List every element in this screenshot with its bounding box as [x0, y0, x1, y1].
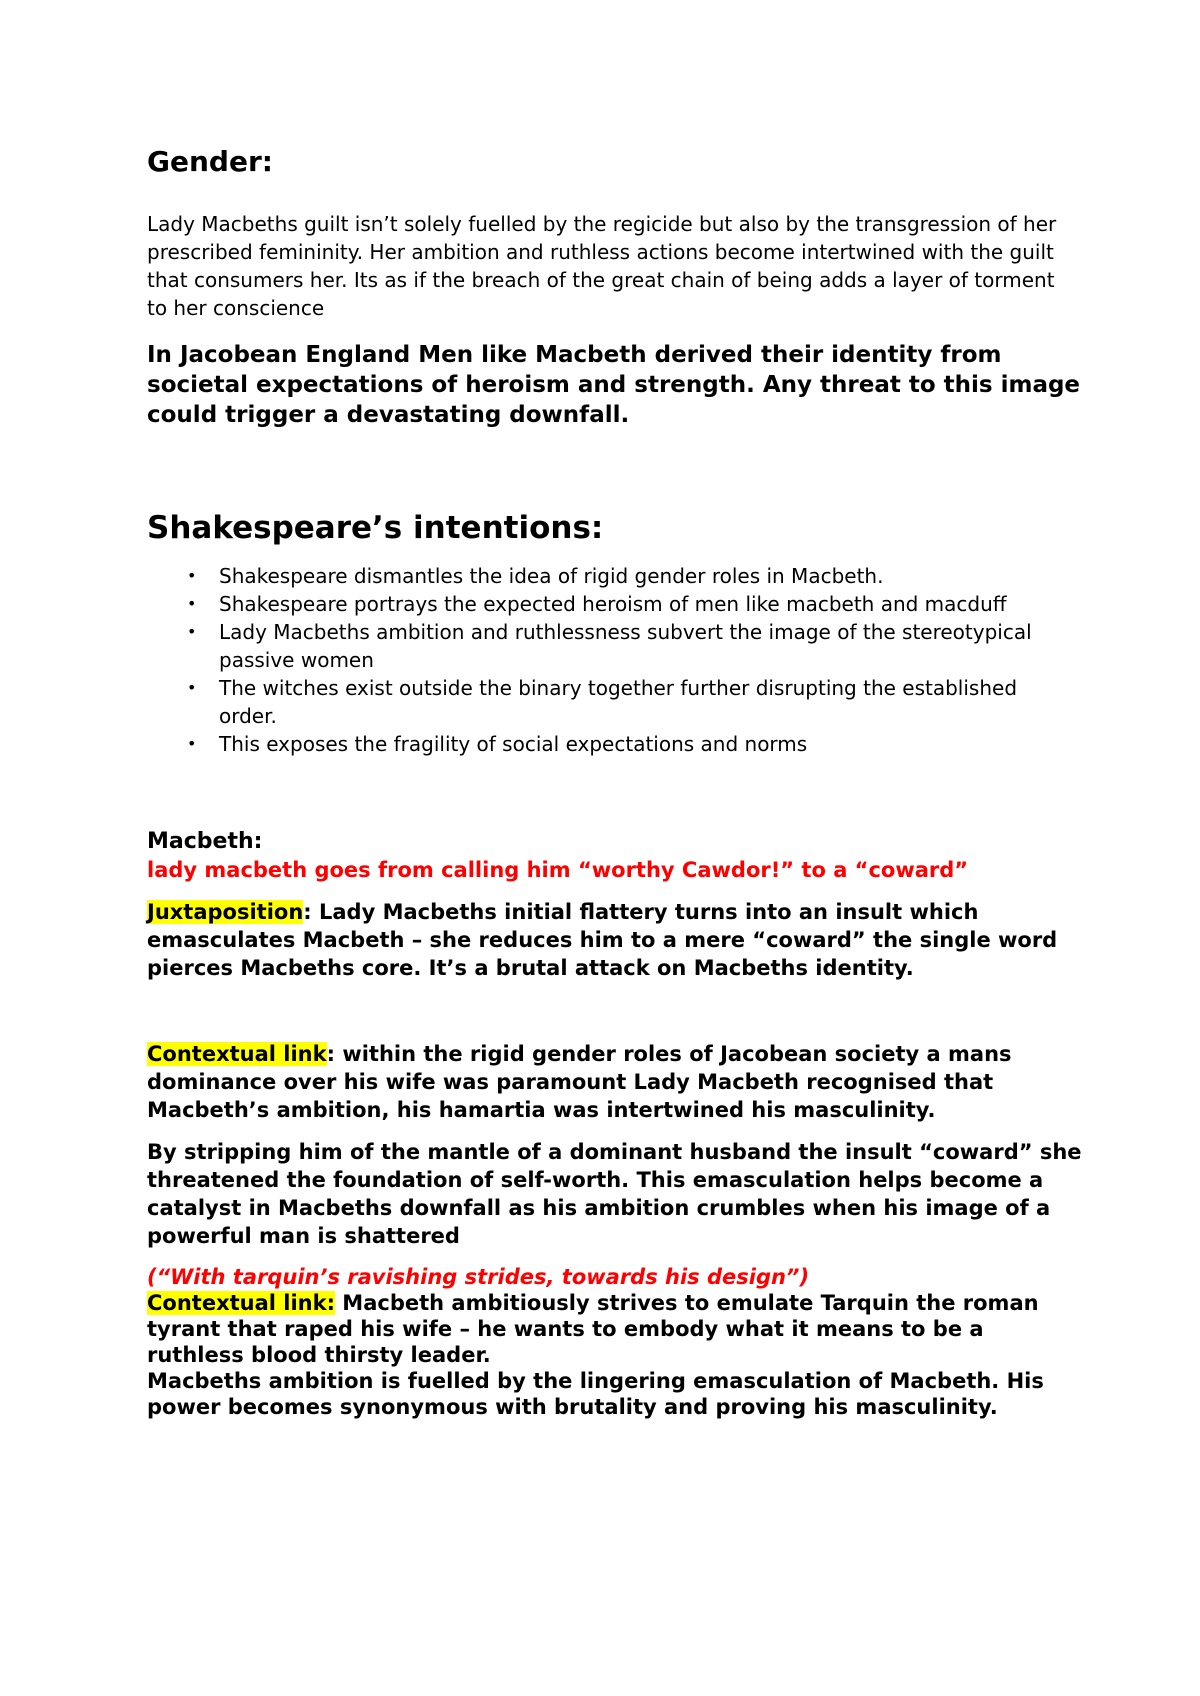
list-item [147, 618, 1039, 674]
list-item [147, 562, 1039, 590]
list-item [147, 730, 1039, 758]
list-item-text: The witches exist outside the binary together further disrupting the established order. [219, 676, 1018, 728]
contextual-link-paragraph [147, 1040, 1087, 1124]
intentions-list [147, 562, 1100, 758]
tarquin-contextual-label: Contextual link: [147, 1291, 335, 1315]
stripping-paragraph: By stripping him of the mantle of a dominant husband the insult “coward” she threatened the foundation of self-worth. This emasculation helps become a catalyst in Macbeths downfall as his ambition crumbles when his image of a powerful man is shattered [147, 1140, 1082, 1248]
juxtaposition-text: : Lady Macbeths initial flattery turns into an insult which emasculates Macbeth – she reduces him to a mere “coward” the single word pierces Macbeths core. It’s a brutal attack on Macbeths identity. [147, 900, 1058, 980]
list-item-text: This exposes the fragility of social expectations and norms [219, 732, 808, 756]
intentions-heading: Shakespeare’s intentions: [147, 510, 604, 546]
gender-heading: Gender: [147, 145, 273, 178]
ambition-paragraph: Macbeths ambition is fuelled by the lingering emasculation of Macbeth. His power becomes synonymous with brutality and proving his masculinity. [147, 1369, 1044, 1419]
tarquin-contextual-paragraph [147, 1290, 1087, 1368]
cawdor-quote: lady macbeth goes from calling him “worthy Cawdor!” to a “coward” [147, 858, 969, 882]
bullet-icon: • [187, 594, 197, 613]
list-item [147, 674, 1039, 730]
contextual-link-label: Contextual link [147, 1042, 327, 1066]
bullet-icon: • [187, 622, 197, 641]
gender-paragraph: Lady Macbeths guilt isn’t solely fuelled by the regicide but also by the transgression of her prescribed femininity. Her ambition and ruthless actions become intertwined with the guilt that consumers her. Its as if the breach of the great chain of being adds a layer of torment to her conscience [147, 212, 1057, 320]
juxtaposition-paragraph [147, 898, 1087, 982]
jacobean-paragraph: In Jacobean England Men like Macbeth derived their identity from societal expectations of heroism and strength. Any threat to this image could trigger a devastating downfall. [147, 342, 1081, 428]
bullet-icon: • [187, 566, 197, 585]
list-item-text: Lady Macbeths ambition and ruthlessness subvert the image of the stereotypical passive women [219, 620, 1032, 672]
list-item-text: Shakespeare dismantles the idea of rigid gender roles in Macbeth. [219, 564, 884, 588]
bullet-icon: • [187, 734, 197, 753]
tarquin-quote: (“With tarquin’s ravishing strides, towards his design”) [147, 1265, 810, 1289]
macbeth-heading: Macbeth: [147, 829, 263, 854]
list-item [147, 590, 1039, 618]
list-item-text: Shakespeare portrays the expected heroism of men like macbeth and macduff [219, 592, 1007, 616]
contextual-link-text: : within the rigid gender roles of Jacobean society a mans dominance over his wife was paramount Lady Macbeth recognised that Macbeth’s ambition, his hamartia was intertwined his masculinity. [147, 1042, 1012, 1122]
bullet-icon: • [187, 678, 197, 697]
tarquin-contextual-text: Macbeth ambitiously strives to emulate Tarquin the roman tyrant that raped his wife – he wants to embody what it means to be a ruthless blood thirsty leader. [147, 1291, 1039, 1367]
juxtaposition-label: Juxtaposition [147, 900, 304, 924]
